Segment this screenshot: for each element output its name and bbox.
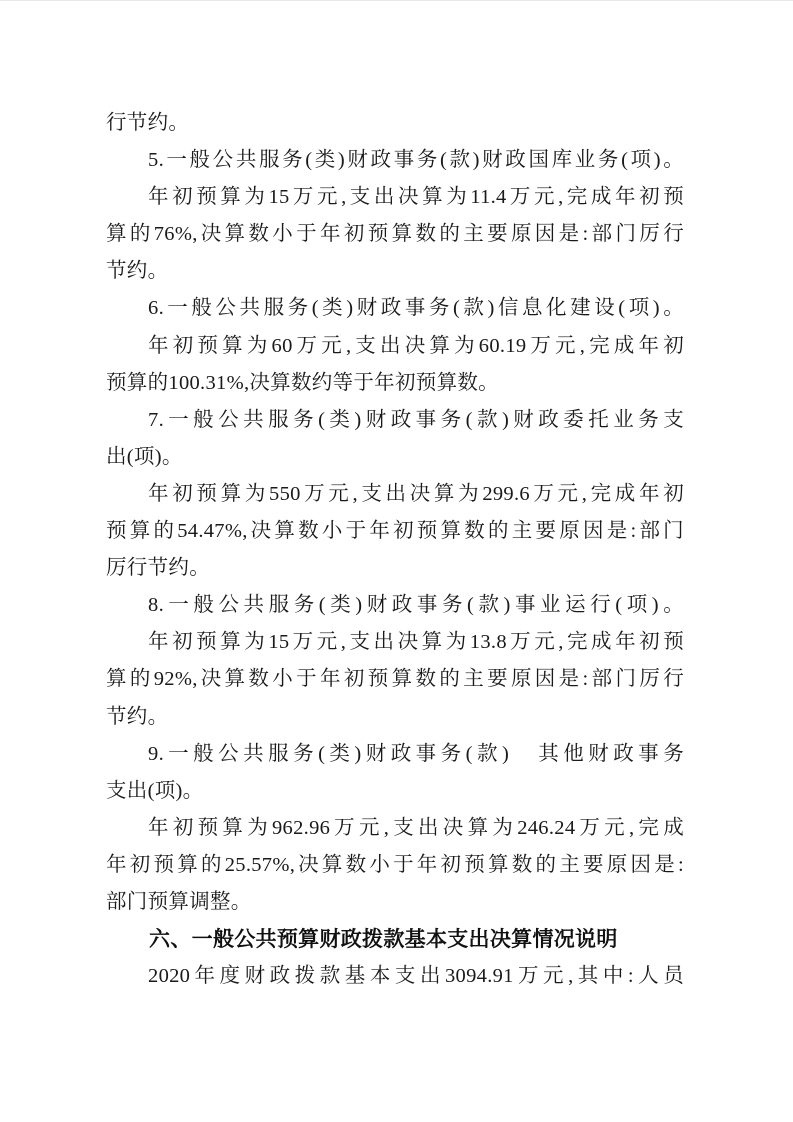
- text-line-item-6: 6.一般公共服务(类)财政事务(款)信息化建设(项)。: [148, 297, 684, 320]
- text-line: 年初预算为550万元,支出决算为299.6万元,完成年初: [148, 482, 684, 505]
- text-line: 厉行节约。: [106, 557, 210, 580]
- text-line: 预算的100.31%,决算数约等于年初预算数。: [106, 371, 499, 394]
- text-line-item-7: 7.一般公共服务(类)财政事务(款)财政委托业务支: [148, 408, 684, 431]
- text-line: 年初预算为15万元,支出决算为11.4万元,完成年初预: [148, 186, 684, 209]
- text-line: 预算的54.47%,决算数小于年初预算数的主要原因是:部门: [106, 520, 684, 543]
- text-line: 支出(项)。: [106, 779, 204, 802]
- text-line: 节约。: [106, 260, 169, 283]
- text-line: 出(项)。: [106, 445, 183, 468]
- text-line: 算的76%,决算数小于年初预算数的主要原因是:部门厉行: [106, 223, 684, 246]
- text-line: 年初预算为962.96万元,支出决算为246.24万元,完成: [148, 816, 684, 839]
- text-line-item-9: 9.一般公共服务(类)财政事务(款) 其他财政事务: [148, 742, 684, 765]
- text-line: 算的92%,决算数小于年初预算数的主要原因是:部门厉行: [106, 668, 684, 691]
- text-line-item-8: 8.一般公共服务(类)财政事务(款)事业运行(项)。: [148, 594, 684, 617]
- text-line: 行节约。: [106, 112, 190, 134]
- text-line: 2020年度财政拨款基本支出3094.91万元,其中:人员: [148, 965, 684, 988]
- section-heading: 六、一般公共预算财政拨款基本支出决算情况说明: [149, 928, 618, 952]
- text-block: [106, 105, 684, 995]
- text-line: 部门预算调整。: [106, 890, 252, 913]
- text-line: 年初预算为60万元,支出决算为60.19万元,完成年初: [148, 334, 684, 357]
- text-line: 年初预算为15万元,支出决算为13.8万元,完成年初预: [148, 631, 684, 654]
- text-line: 节约。: [106, 705, 169, 728]
- text-line-item-5: 5.一般公共服务(类)财政事务(款)财政国库业务(项)。: [148, 149, 684, 172]
- text-line: 年初预算的25.57%,决算数小于年初预算数的主要原因是:: [106, 853, 684, 876]
